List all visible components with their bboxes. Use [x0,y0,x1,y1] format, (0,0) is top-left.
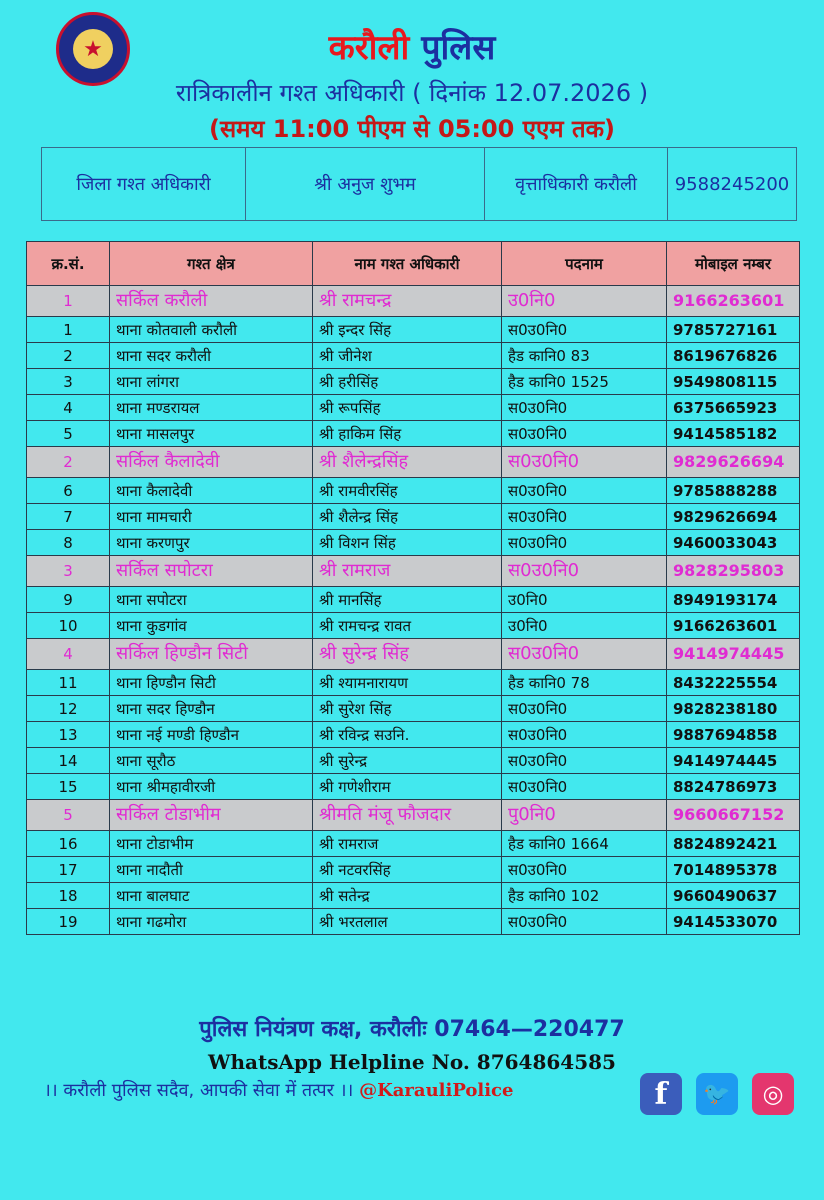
circle-row [27,639,800,670]
cell-post: उ0नि0 [502,286,667,317]
cell-area: थाना हिण्डौन सिटी [110,670,313,696]
cell-mob: 9828238180 [667,696,800,722]
station-row [27,478,800,504]
cell-officer-name: श्री रामराज [313,556,502,587]
control-room: पुलिस नियंत्रण कक्ष, करौलीः 07464—220477 [199,1017,625,1042]
cell-area: सर्किल टोडाभीम [110,800,313,831]
district-officer-mobile: 9588245200 [668,148,797,221]
cell-mob: 9660490637 [667,883,800,909]
cell-sn: 1 [27,286,110,317]
station-row [27,696,800,722]
cell-area: थाना कोतवाली करौली [110,317,313,343]
cell-mob: 9414533070 [667,909,800,935]
cell-mob: 7014895378 [667,857,800,883]
social-handle[interactable]: @KarauliPolice [359,1080,514,1101]
tagline-text: ।। करौली पुलिस सदैव, आपकी सेवा में तत्पर ।। [44,1080,354,1101]
station-row [27,421,800,447]
cell-post: स0उ0नि0 [502,421,667,447]
cell-area: थाना सदर हिण्डौन [110,696,313,722]
cell-mob: 8824892421 [667,831,800,857]
cell-mob: 9829626694 [667,447,800,478]
cell-sn: 15 [27,774,110,800]
cell-mob: 8432225554 [667,670,800,696]
cell-mob: 9414974445 [667,748,800,774]
cell-sn: 3 [27,556,110,587]
instagram-icon[interactable]: ◎ [752,1073,794,1115]
station-row [27,395,800,421]
cell-post: स0उ0नि0 [502,722,667,748]
cell-officer-name: श्री सतेन्द्र [313,883,502,909]
cell-sn: 7 [27,504,110,530]
station-row [27,369,800,395]
cell-sn: 9 [27,587,110,613]
cell-officer-name: श्री सुरेश सिंह [313,696,502,722]
station-row [27,909,800,935]
cell-mob: 9460033043 [667,530,800,556]
cell-mob: 8619676826 [667,343,800,369]
cell-area: सर्किल कैलादेवी [110,447,313,478]
station-row [27,317,800,343]
cell-officer-name: श्री शैलेन्द्रसिंह [313,447,502,478]
cell-officer-name: श्री रूपसिंह [313,395,502,421]
cell-post: स0उ0नि0 [502,909,667,935]
cell-sn: 12 [27,696,110,722]
cell-sn: 16 [27,831,110,857]
cell-post: स0उ0नि0 [502,857,667,883]
cell-officer-name: श्री मानसिंह [313,587,502,613]
cell-area: थाना करणपुर [110,530,313,556]
cell-area: सर्किल करौली [110,286,313,317]
cell-area: थाना सदर करौली [110,343,313,369]
cell-sn: 5 [27,421,110,447]
cell-mob: 9785727161 [667,317,800,343]
circle-row [27,800,800,831]
cell-officer-name: श्री विशन सिंह [313,530,502,556]
header-mobile: मोबाइल नम्बर [667,242,800,286]
table-header-row [27,242,800,286]
circle-row [27,447,800,478]
cell-area: सर्किल सपोटरा [110,556,313,587]
cell-area: थाना सूरौठ [110,748,313,774]
cell-area: थाना मण्डरायल [110,395,313,421]
cell-mob: 9414974445 [667,639,800,670]
station-row [27,587,800,613]
cell-post: हैड कानि0 1525 [502,369,667,395]
tagline [44,1077,513,1105]
cell-area: थाना लांगरा [110,369,313,395]
cell-mob: 6375665923 [667,395,800,421]
header-sn: क्र.सं. [27,242,110,286]
cell-mob: 9829626694 [667,504,800,530]
cell-mob: 9887694858 [667,722,800,748]
twitter-icon[interactable]: 🐦 [696,1073,738,1115]
patrol-timing: (समय 11:00 पीएम से 05:00 एएम तक) [208,115,616,143]
cell-area: थाना मामचारी [110,504,313,530]
cell-area: थाना नई मण्डी हिण्डौन [110,722,313,748]
cell-sn: 4 [27,395,110,421]
cell-area: थाना मासलपुर [110,421,313,447]
cell-sn: 10 [27,613,110,639]
cell-sn: 8 [27,530,110,556]
cell-officer-name: श्री रामचन्द्र [313,286,502,317]
cell-officer-name: श्री हाकिम सिंह [313,421,502,447]
station-row [27,670,800,696]
district-officer-table [41,147,797,221]
cell-mob: 8949193174 [667,587,800,613]
cell-post: पु0नि0 [502,800,667,831]
cell-sn: 11 [27,670,110,696]
station-row [27,613,800,639]
patrol-table [26,241,800,935]
cell-sn: 17 [27,857,110,883]
station-row [27,774,800,800]
cell-post: स0उ0नि0 [502,748,667,774]
cell-officer-name: श्रीमति मंजू फौजदार [313,800,502,831]
cell-post: उ0नि0 [502,587,667,613]
cell-officer-name: श्री शैलेन्द्र सिंह [313,504,502,530]
cell-mob: 9549808115 [667,369,800,395]
station-row [27,504,800,530]
cell-officer-name: श्री नटवरसिंह [313,857,502,883]
station-row [27,883,800,909]
cell-area: थाना सपोटरा [110,587,313,613]
cell-mob: 9828295803 [667,556,800,587]
cell-officer-name: श्री रामचन्द्र रावत [313,613,502,639]
station-row [27,530,800,556]
cell-officer-name: श्री इन्दर सिंह [313,317,502,343]
cell-post: स0उ0नि0 [502,395,667,421]
district-officer-designation: वृत्ताधिकारी करौली [485,148,668,221]
cell-mob: 9660667152 [667,800,800,831]
cell-area: थाना कुडगांव [110,613,313,639]
circle-row [27,286,800,317]
cell-mob: 8824786973 [667,774,800,800]
cell-officer-name: श्री रविन्द्र सउनि. [313,722,502,748]
cell-area: सर्किल हिण्डौन सिटी [110,639,313,670]
cell-area: थाना श्रीमहावीरजी [110,774,313,800]
cell-sn: 14 [27,748,110,774]
page-subtitle: रात्रिकालीन गश्त अधिकारी ( दिनांक 12.07.2026 ) [175,79,649,107]
cell-mob: 9166263601 [667,286,800,317]
cell-area: थाना टोडाभीम [110,831,313,857]
cell-sn: 6 [27,478,110,504]
cell-post: स0उ0नि0 [502,447,667,478]
cell-post: हैड कानि0 78 [502,670,667,696]
cell-post: स0उ0नि0 [502,530,667,556]
cell-post: उ0नि0 [502,613,667,639]
cell-officer-name: श्री सुरेन्द्र सिंह [313,639,502,670]
district-officer-name: श्री अनुज शुभम [246,148,485,221]
cell-post: हैड कानि0 1664 [502,831,667,857]
cell-area: थाना कैलादेवी [110,478,313,504]
cell-post: स0उ0नि0 [502,504,667,530]
cell-sn: 4 [27,639,110,670]
circle-row [27,556,800,587]
header-post: पदनाम [502,242,667,286]
cell-officer-name: श्री जीनेश [313,343,502,369]
page-title [0,26,824,70]
cell-area: थाना नादौती [110,857,313,883]
station-row [27,831,800,857]
cell-sn: 1 [27,317,110,343]
cell-officer-name: श्री रामवीरसिंह [313,478,502,504]
cell-mob: 9414585182 [667,421,800,447]
cell-post: हैड कानि0 83 [502,343,667,369]
station-row [27,748,800,774]
header-name: नाम गश्त अधिकारी [313,242,502,286]
cell-officer-name: श्री रामराज [313,831,502,857]
cell-mob: 9785888288 [667,478,800,504]
cell-post: हैड कानि0 102 [502,883,667,909]
title-part-1: करौली [328,28,410,68]
cell-post: स0उ0नि0 [502,774,667,800]
facebook-icon[interactable]: f [640,1073,682,1115]
cell-post: स0उ0नि0 [502,478,667,504]
whatsapp-helpline: WhatsApp Helpline No. 8764864585 [208,1050,616,1074]
cell-officer-name: श्री सुरेन्द्र [313,748,502,774]
cell-officer-name: श्री भरतलाल [313,909,502,935]
cell-sn: 18 [27,883,110,909]
cell-area: थाना बालघाट [110,883,313,909]
cell-sn: 2 [27,343,110,369]
cell-mob: 9166263601 [667,613,800,639]
cell-post: स0उ0नि0 [502,696,667,722]
cell-officer-name: श्री गणेशीराम [313,774,502,800]
cell-officer-name: श्री श्यामनारायण [313,670,502,696]
district-officer-label: जिला गश्त अधिकारी [42,148,246,221]
cell-officer-name: श्री हरीसिंह [313,369,502,395]
cell-sn: 2 [27,447,110,478]
cell-post: स0उ0नि0 [502,639,667,670]
cell-post: स0उ0नि0 [502,556,667,587]
emblem-icon: ★ [73,29,113,69]
station-row [27,343,800,369]
cell-sn: 13 [27,722,110,748]
cell-post: स0उ0नि0 [502,317,667,343]
cell-sn: 3 [27,369,110,395]
title-part-2: पुलिस [421,28,496,68]
station-row [27,857,800,883]
header-area: गश्त क्षेत्र [110,242,313,286]
station-row [27,722,800,748]
cell-area: थाना गढमोरा [110,909,313,935]
cell-sn: 5 [27,800,110,831]
cell-sn: 19 [27,909,110,935]
